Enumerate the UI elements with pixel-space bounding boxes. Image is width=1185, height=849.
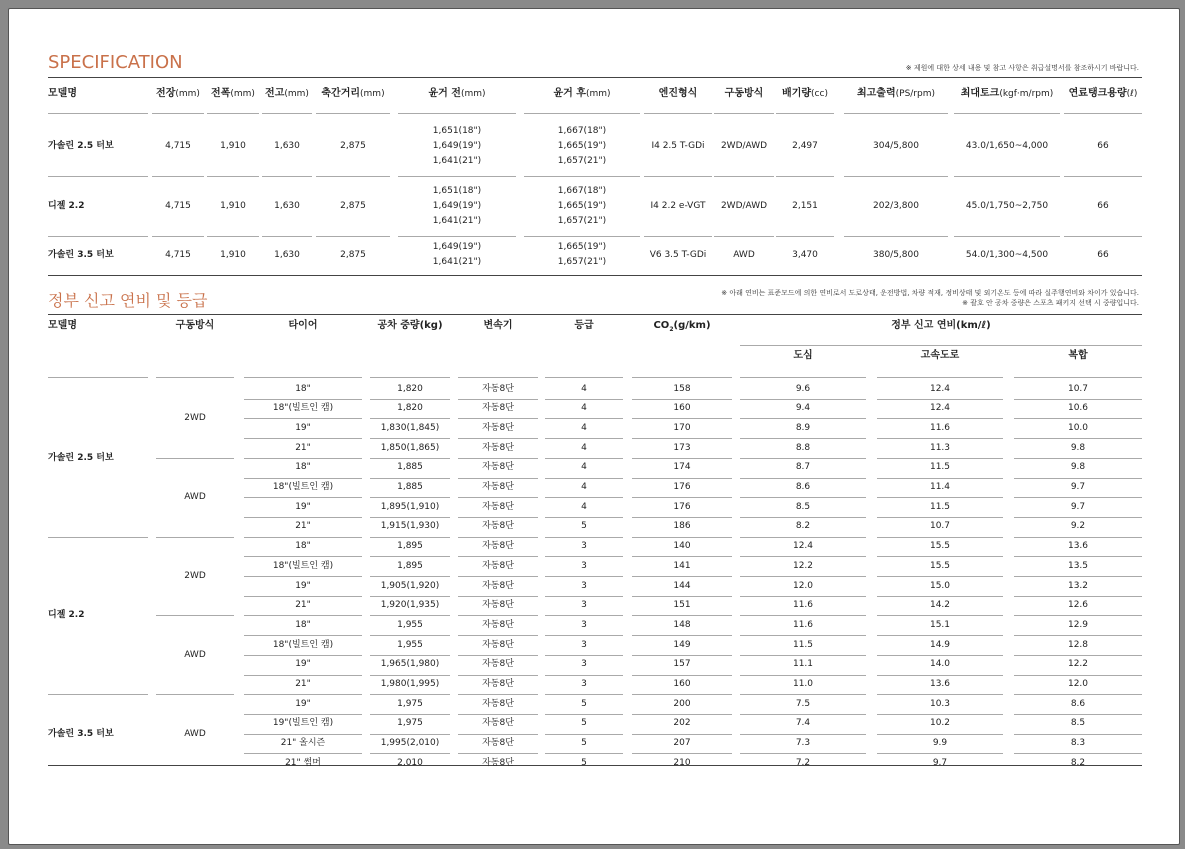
spec-cell-wheelbase: 2,875 [340, 201, 366, 211]
spec-cell-length: 4,715 [165, 141, 191, 151]
fuel-cell: 자동8단 [482, 659, 514, 670]
fuel-drive-label: AWD [184, 649, 206, 660]
spec-cell-model: 가솔린 2.5 터보 [48, 141, 114, 151]
fuel-cell: 176 [673, 482, 691, 492]
fuel-drive-label: AWD [184, 492, 206, 503]
spec-cell-wheelbase: 2,875 [340, 141, 366, 151]
fuel-header-co2-part: 2 [669, 326, 674, 333]
fuel-cell: 3 [581, 639, 587, 650]
spec-cell-power: 304/5,800 [873, 141, 919, 151]
spec-tread-value: 1,665(19") [557, 140, 607, 151]
spec-cell-tread_front [398, 184, 516, 229]
spec-tread-value: 1,657(21") [557, 215, 607, 226]
fuel-cell: 7.3 [795, 738, 811, 749]
fuel-cell: 자동8단 [482, 560, 514, 571]
fuel-cell: 9.7 [1070, 501, 1086, 512]
fuel-cell: 9.7 [1070, 482, 1086, 492]
fuel-cell: 19" [295, 422, 311, 433]
spec-header-label: 연료탱크용량 [1068, 88, 1127, 99]
spec-cell-torque: 43.0/1,650~4,000 [965, 141, 1049, 151]
fuel-model-label: 가솔린 2.5 터보 [48, 452, 114, 463]
spec-cell-length: 4,715 [165, 201, 191, 211]
spec-cell-power: 202/3,800 [873, 201, 919, 211]
fuel-cell: 10.3 [929, 698, 951, 709]
fuel-cell: 14.0 [929, 659, 951, 670]
fuel-cell: 158 [673, 383, 691, 394]
spec-header-7 [644, 86, 712, 102]
fuel-cell: 170 [673, 422, 691, 433]
fuel-cell: 9.4 [795, 403, 811, 414]
fuel-cell: 19" [295, 659, 311, 670]
fuel-cell: 12.4 [929, 403, 951, 414]
fuel-cell: 3 [581, 560, 587, 571]
spec-cell-displacement: 2,151 [792, 201, 818, 211]
spec-tread-value: 1,641(21") [432, 155, 482, 166]
spec-header-label: 배기량 [782, 88, 812, 99]
spec-header-label: 윤거 전 [428, 88, 461, 99]
fuel-cell: 149 [673, 639, 691, 650]
fuel-cell: 202 [673, 718, 691, 729]
fuel-cell: 8.2 [795, 521, 811, 532]
spec-cell-width: 1,910 [220, 249, 246, 260]
spec-cell-height: 1,630 [274, 249, 300, 260]
fuel-cell: 9.7 [932, 757, 948, 768]
fuel-header-grade: 등급 [574, 320, 594, 331]
fuel-header-drive: 구동방식 [175, 320, 215, 331]
fuel-cell: 12.9 [1067, 619, 1089, 630]
fuel-cell: 18" [295, 619, 311, 630]
fuel-cell: 18" [295, 541, 311, 552]
fuel-cell: 8.5 [795, 501, 811, 512]
fuel-cell: 21" 썸머 [285, 757, 321, 768]
spec-cell-width: 1,910 [220, 201, 246, 211]
fuel-cell: 1,885 [397, 482, 423, 492]
fuel-cell: 18"(빌트인 캠) [272, 639, 334, 650]
spec-cell-tread_rear [524, 124, 640, 169]
fuel-cell: 160 [673, 403, 691, 414]
fuel-cell: 4 [581, 462, 587, 473]
fuel-cell: 9.2 [1070, 521, 1086, 532]
fuel-cell: 10.0 [1067, 422, 1089, 433]
fuel-cell: 4 [581, 383, 587, 394]
spec-header-label: 구동방식 [724, 88, 764, 99]
fuel-cell: 9.9 [932, 738, 948, 749]
fuel-cell: 18"(빌트인 캠) [272, 403, 334, 414]
fuel-cell: 자동8단 [482, 501, 514, 512]
fuel-cell: 21" [295, 600, 311, 611]
spec-header-unit: (cc) [811, 89, 828, 99]
fuel-cell: 21" 올시즌 [280, 738, 326, 749]
fuel-cell: 12.6 [1067, 600, 1089, 611]
fuel-cell: 자동8단 [482, 462, 514, 473]
spec-header-8 [714, 86, 774, 102]
fuel-cell: 1,955 [397, 619, 423, 630]
fuel-cell: 141 [673, 560, 691, 571]
fuel-cell: 3 [581, 619, 587, 630]
fuel-cell: 1,830(1,845) [380, 422, 440, 433]
spec-cell-tread_front [398, 124, 516, 169]
spec-header-unit: (PS/rpm) [895, 89, 935, 99]
spec-cell-height: 1,630 [274, 141, 300, 151]
fuel-cell: 1,885 [397, 462, 423, 473]
spec-cell-engine: I4 2.5 T-GDi [651, 141, 705, 151]
fuel-model-label: 디젤 2.2 [48, 610, 85, 621]
fuel-drive-label: 2WD [184, 571, 206, 581]
spec-tread-value: 1,641(21") [432, 215, 482, 226]
spec-cell-tank: 66 [1097, 201, 1109, 211]
fuel-header-model: 모델명 [48, 320, 77, 331]
spec-header-label: 최고출력 [856, 88, 896, 99]
fuel-cell: 1,980(1,995) [380, 679, 440, 689]
fuel-cell: 13.6 [1067, 541, 1089, 552]
spec-title: SPECIFICATION [48, 52, 183, 73]
fuel-cell: 1,820 [397, 403, 423, 414]
fuel-cell: 1,895 [397, 560, 423, 571]
fuel-cell: 9.6 [795, 383, 811, 394]
fuel-cell: 12.4 [929, 383, 951, 394]
spec-cell-tread_rear [524, 184, 640, 229]
fuel-cell: 148 [673, 619, 691, 630]
spec-header-12 [1064, 86, 1142, 102]
spec-header-11 [954, 86, 1060, 102]
spec-cell-engine: I4 2.2 e-VGT [650, 201, 706, 211]
spec-header-label: 축간거리 [321, 88, 361, 99]
fuel-header-trans: 변속기 [483, 320, 513, 331]
fuel-cell: 8.9 [795, 422, 811, 433]
fuel-cell: 12.8 [1067, 639, 1089, 650]
document-page [8, 8, 1180, 845]
spec-cell-power: 380/5,800 [873, 249, 919, 260]
fuel-cell: 5 [581, 521, 587, 532]
fuel-cell: 10.2 [929, 718, 951, 729]
fuel-cell: 1,850(1,865) [380, 442, 440, 453]
fuel-cell: 4 [581, 501, 587, 512]
fuel-cell: 4 [581, 422, 587, 433]
fuel-cell: 11.0 [792, 679, 814, 689]
fuel-cell: 자동8단 [482, 521, 514, 532]
spec-header-unit: (mm) [230, 89, 255, 99]
fuel-cell: 15.0 [929, 580, 951, 591]
fuel-cell: 3 [581, 600, 587, 611]
fuel-cell: 자동8단 [482, 403, 514, 414]
fuel-cell: 15.1 [929, 619, 951, 630]
fuel-cell: 8.6 [1070, 698, 1086, 709]
fuel-cell: 8.2 [1070, 757, 1086, 768]
fuel-cell: 13.6 [929, 679, 951, 689]
fuel-cell: 8.3 [1070, 738, 1086, 749]
spec-tread-value: 1,649(19") [432, 241, 482, 252]
spec-cell-width: 1,910 [220, 141, 246, 151]
fuel-cell: 1,895 [397, 541, 423, 552]
fuel-cell: 8.6 [795, 482, 811, 492]
spec-header-2 [207, 86, 259, 102]
spec-cell-length: 4,715 [165, 249, 191, 260]
spec-header-label: 전고 [265, 88, 285, 99]
fuel-cell: 10.7 [1067, 383, 1089, 394]
spec-cell-torque: 54.0/1,300~4,500 [965, 249, 1049, 260]
fuel-header-co2-part: CO [653, 320, 670, 331]
fuel-cell: 자동8단 [482, 718, 514, 729]
spec-header-unit: (mm) [585, 89, 611, 99]
fuel-cell: 자동8단 [482, 600, 514, 611]
spec-header-unit: (kgf·m/rpm) [999, 89, 1054, 99]
fuel-cell: 18"(빌트인 캠) [272, 482, 334, 492]
fuel-header-co2-part: (g/km) [673, 320, 711, 331]
fuel-cell: 11.1 [792, 659, 814, 670]
spec-header-6 [524, 86, 640, 102]
fuel-header-co2 [632, 318, 732, 338]
fuel-cell: 3 [581, 659, 587, 670]
spec-cell-model: 디젤 2.2 [48, 201, 85, 211]
fuel-cell: 21" [295, 679, 311, 689]
fuel-cell: 186 [673, 521, 691, 532]
fuel-cell: 9.8 [1070, 462, 1086, 473]
fuel-cell: 173 [673, 442, 691, 453]
spec-cell-drive: 2WD/AWD [720, 141, 768, 151]
fuel-cell: 자동8단 [482, 619, 514, 630]
fuel-cell: 19" [295, 698, 311, 709]
spec-tread-value: 1,665(19") [557, 200, 607, 211]
fuel-cell: 1,965(1,980) [380, 659, 440, 670]
fuel-header-tire: 타이어 [288, 320, 318, 331]
spec-header-9 [776, 86, 834, 102]
fuel-cell: 2,010 [397, 757, 423, 768]
spec-cell-displacement: 3,470 [792, 249, 818, 260]
fuel-cell: 11.5 [929, 501, 951, 512]
fuel-cell: 12.0 [1067, 679, 1089, 689]
fuel-header-highway: 고속도로 [920, 350, 960, 361]
fuel-cell: 자동8단 [482, 679, 514, 689]
fuel-cell: 4 [581, 403, 587, 414]
fuel-cell: 207 [673, 738, 691, 749]
fuel-cell: 18" [295, 383, 311, 394]
fuel-cell: 자동8단 [482, 482, 514, 492]
fuel-cell: 10.6 [1067, 403, 1089, 414]
fuel-cell: 1,975 [397, 718, 423, 729]
fuel-cell: 144 [673, 580, 691, 591]
fuel-cell: 157 [673, 659, 691, 670]
spec-cell-displacement: 2,497 [792, 141, 818, 151]
fuel-cell: 140 [673, 541, 691, 552]
fuel-cell: 19"(빌트인 캠) [272, 718, 334, 729]
fuel-cell: 자동8단 [482, 738, 514, 749]
fuel-title: 정부 신고 연비 및 등급 [48, 291, 208, 310]
fuel-cell: 13.2 [1067, 580, 1089, 591]
spec-tread-value: 1,665(19") [557, 241, 607, 252]
spec-header-unit: (mm) [360, 89, 385, 99]
fuel-cell: 11.3 [929, 442, 951, 453]
fuel-cell: 1,895(1,910) [380, 501, 440, 512]
fuel-cell: 12.2 [1067, 659, 1089, 670]
spec-cell-drive: AWD [733, 249, 755, 260]
spec-header-10 [844, 86, 948, 102]
spec-header-label: 윤거 후 [553, 88, 586, 99]
fuel-cell: 7.4 [795, 718, 811, 729]
spec-tread-value: 1,657(21") [557, 155, 607, 166]
fuel-cell: 200 [673, 698, 691, 709]
fuel-cell: 자동8단 [482, 757, 514, 768]
fuel-cell: 15.5 [929, 560, 951, 571]
spec-cell-wheelbase: 2,875 [340, 249, 366, 260]
fuel-note-2: ※ 괄호 안 공차 중량은 스포츠 패키지 선택 시 중량입니다. [962, 299, 1139, 307]
spec-header-label: 최대토크 [960, 88, 1000, 99]
spec-tread-value: 1,667(18") [557, 185, 607, 196]
fuel-cell: 1,975 [397, 698, 423, 709]
fuel-cell: 18"(빌트인 캠) [272, 560, 334, 571]
spec-cell-height: 1,630 [274, 201, 300, 211]
spec-header-5 [398, 86, 516, 102]
fuel-cell: 11.6 [792, 600, 814, 611]
spec-header-3 [262, 86, 312, 102]
fuel-cell: 자동8단 [482, 383, 514, 394]
fuel-cell: 21" [295, 442, 311, 453]
spec-tread-value: 1,651(18") [432, 185, 482, 196]
fuel-cell: 12.2 [792, 560, 814, 571]
fuel-drive-label: 2WD [184, 413, 206, 424]
spec-header-unit: (mm) [175, 89, 200, 99]
spec-header-label: 전장 [156, 88, 176, 99]
spec-cell-drive: 2WD/AWD [720, 201, 768, 211]
spec-cell-torque: 45.0/1,750~2,750 [965, 201, 1049, 211]
fuel-cell: 11.5 [929, 462, 951, 473]
fuel-cell: 자동8단 [482, 580, 514, 591]
fuel-cell: 13.5 [1067, 560, 1089, 571]
fuel-cell: 19" [295, 580, 311, 591]
fuel-cell: 자동8단 [482, 698, 514, 709]
fuel-cell: 19" [295, 501, 311, 512]
spec-cell-tread_front [398, 240, 516, 270]
fuel-cell: 1,915(1,930) [380, 521, 440, 532]
spec-cell-engine: V6 3.5 T-GDi [649, 249, 707, 260]
fuel-cell: 11.6 [792, 619, 814, 630]
fuel-cell: 3 [581, 541, 587, 552]
spec-header-1 [152, 86, 204, 102]
fuel-cell: 8.5 [1070, 718, 1086, 729]
fuel-cell: 176 [673, 501, 691, 512]
fuel-cell: 7.2 [795, 757, 811, 768]
spec-header-0 [48, 86, 148, 102]
fuel-cell: 5 [581, 718, 587, 729]
fuel-cell: 7.5 [795, 698, 811, 709]
fuel-cell: 11.6 [929, 422, 951, 433]
spec-header-unit: (mm) [284, 89, 309, 99]
fuel-cell: 1,920(1,935) [380, 600, 440, 611]
fuel-cell: 3 [581, 580, 587, 591]
spec-header-label: 모델명 [48, 88, 77, 99]
fuel-cell: 자동8단 [482, 422, 514, 433]
fuel-cell: 11.4 [929, 482, 951, 492]
fuel-cell: 11.5 [792, 639, 814, 650]
spec-note: ※ 제원에 대한 상세 내용 및 참고 사항은 취급설명서를 참조하시기 바랍니다. [905, 64, 1139, 72]
spec-tread-value: 1,649(19") [432, 140, 482, 151]
fuel-cell: 18" [295, 462, 311, 473]
fuel-cell: 1,905(1,920) [380, 580, 440, 591]
spec-header-unit: (ℓ) [1126, 89, 1138, 99]
fuel-cell: 10.7 [929, 521, 951, 532]
spec-tread-value: 1,649(19") [432, 200, 482, 211]
fuel-cell: 14.2 [929, 600, 951, 611]
fuel-cell: 1,820 [397, 383, 423, 394]
fuel-cell: 9.8 [1070, 442, 1086, 453]
fuel-cell: 4 [581, 442, 587, 453]
fuel-cell: 5 [581, 698, 587, 709]
spec-header-label: 엔진형식 [658, 88, 698, 99]
fuel-cell: 160 [673, 679, 691, 689]
fuel-cell: 1,995(2,010) [380, 738, 440, 749]
fuel-cell: 210 [673, 757, 691, 768]
fuel-header-combined: 복합 [1068, 350, 1088, 361]
fuel-drive-label: AWD [184, 728, 206, 739]
fuel-header-group: 정부 신고 연비(km/ℓ) [891, 320, 991, 331]
fuel-note-1: ※ 아래 연비는 표준모드에 의한 연비로서 도로상태, 운전방법, 차량 적재, 정비상태 및 외기온도 등에 따라 실주행연비와 차이가 있습니다. [721, 289, 1139, 297]
fuel-cell: 12.4 [792, 541, 814, 552]
fuel-cell: 3 [581, 679, 587, 689]
spec-cell-tank: 66 [1097, 141, 1109, 151]
spec-tread-value: 1,641(21") [432, 256, 482, 267]
spec-header-4 [316, 86, 390, 102]
spec-cell-tank: 66 [1097, 249, 1109, 260]
spec-header-label: 전폭 [211, 88, 231, 99]
fuel-cell: 15.5 [929, 541, 951, 552]
fuel-cell: 1,955 [397, 639, 423, 650]
fuel-cell: 자동8단 [482, 639, 514, 650]
spec-header-unit: (mm) [460, 89, 486, 99]
fuel-cell: 4 [581, 482, 587, 492]
fuel-cell: 21" [295, 521, 311, 532]
fuel-model-label: 가솔린 3.5 터보 [48, 728, 114, 739]
fuel-cell: 5 [581, 757, 587, 768]
fuel-header-city: 도심 [793, 350, 813, 361]
fuel-cell: 5 [581, 738, 587, 749]
fuel-cell: 8.7 [795, 462, 811, 473]
spec-tread-value: 1,667(18") [557, 125, 607, 136]
fuel-cell: 14.9 [929, 639, 951, 650]
fuel-notes [721, 288, 1139, 308]
fuel-cell: 8.8 [795, 442, 811, 453]
fuel-header-weight: 공차 중량(kg) [377, 320, 443, 331]
fuel-cell: 174 [673, 462, 691, 473]
fuel-cell: 자동8단 [482, 541, 514, 552]
fuel-cell: 151 [673, 600, 691, 611]
spec-tread-value: 1,657(21") [557, 256, 607, 267]
spec-cell-model: 가솔린 3.5 터보 [48, 249, 114, 260]
fuel-cell: 12.0 [792, 580, 814, 591]
spec-cell-tread_rear [524, 240, 640, 270]
fuel-cell: 자동8단 [482, 442, 514, 453]
spec-tread-value: 1,651(18") [432, 125, 482, 136]
